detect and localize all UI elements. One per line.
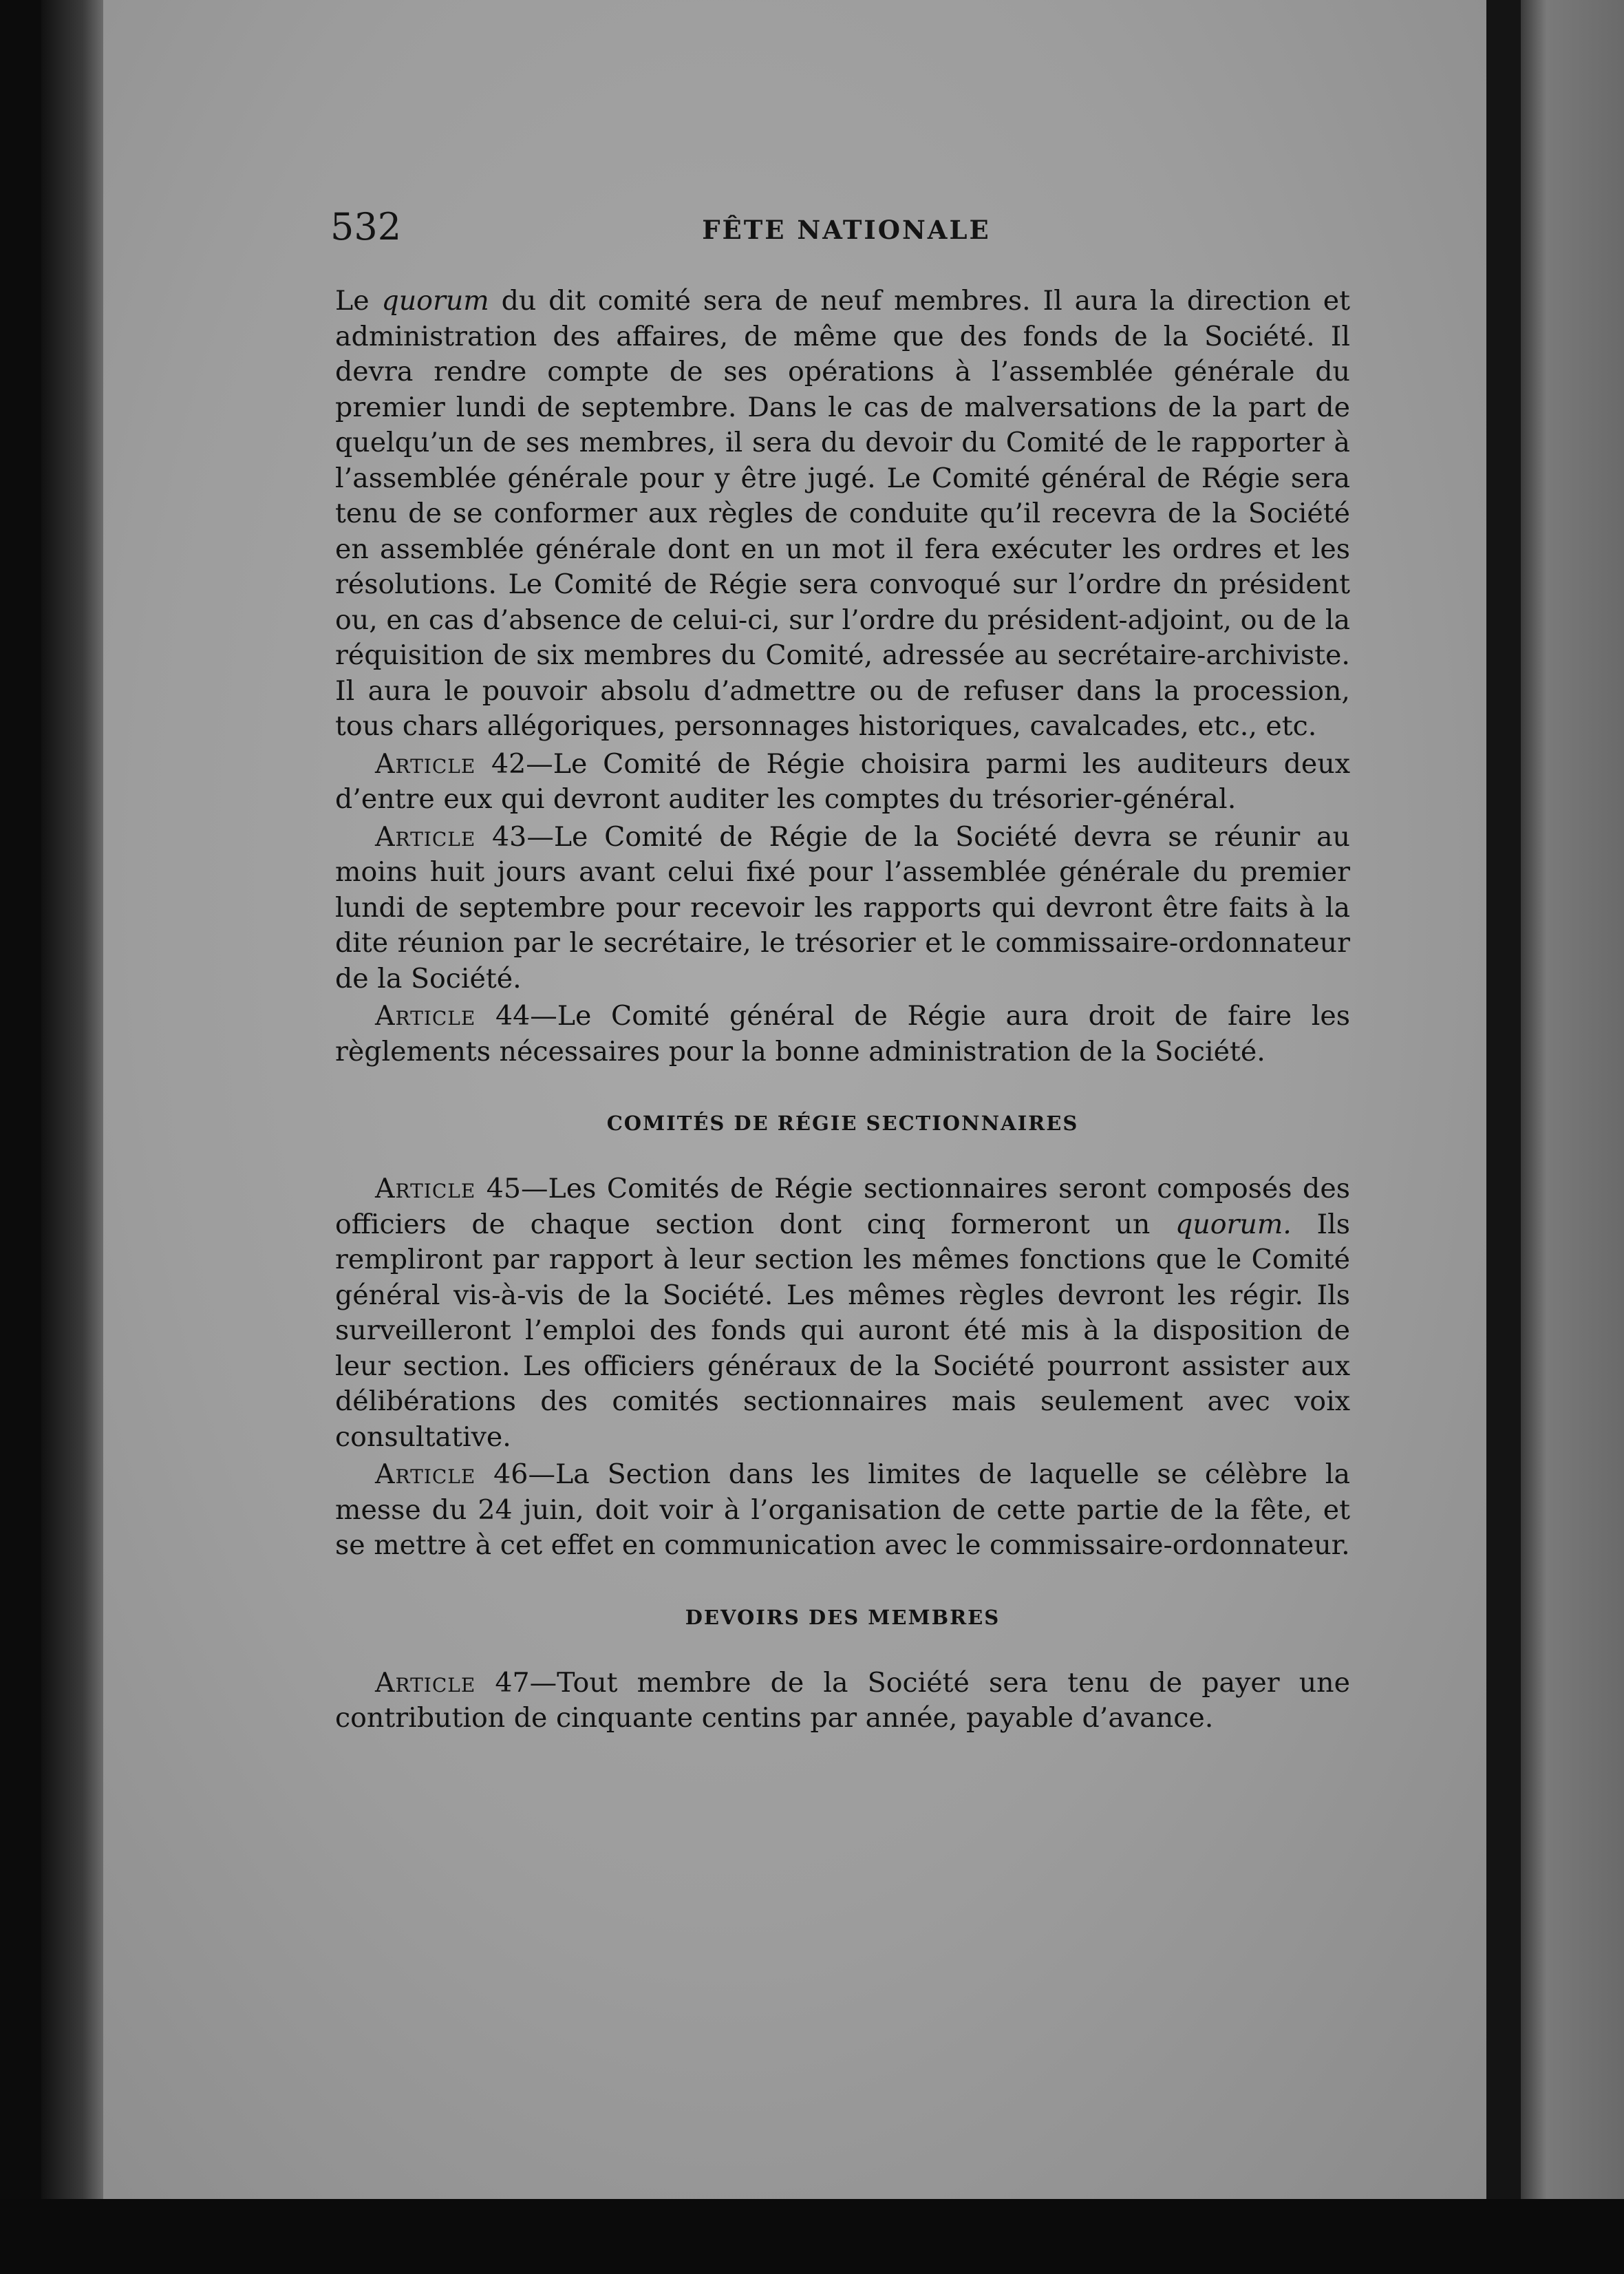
article-text: 47—Tout membre de la Société sera tenu de payer une contribution de cinquante centins par année, payable d’avance.	[335, 1666, 1350, 1734]
article-label: Article	[375, 820, 476, 853]
article-text: 44—Le Comité général de Régie aura droit de faire les règlements nécessaires pour la bonne administration de la Société.	[335, 1000, 1350, 1067]
article-label: Article	[375, 1666, 476, 1699]
section-heading-devoirs: DEVOIRS DES MEMBRES	[685, 1605, 1001, 1629]
article-46	[335, 1457, 1350, 1564]
facing-page-edge	[1521, 0, 1624, 2274]
italic-term: quorum.	[1175, 1208, 1292, 1240]
article-text: 42—Le Comité de Régie choisira parmi les auditeurs deux d’entre eux qui devront auditer les comptes du trésorier-général.	[335, 747, 1350, 815]
page-number: 532	[330, 205, 402, 248]
article-label: Article	[375, 1000, 476, 1032]
article-label: Article	[375, 1458, 476, 1490]
page-body	[335, 284, 1350, 1736]
article-text: 45—Les Comités de Régie sectionnaires seront composés des officiers de chaque section dont cinq formeront un	[335, 1173, 1350, 1240]
article-42	[335, 747, 1350, 818]
bottom-scan-edge	[0, 2199, 1624, 2274]
article-label: Article	[375, 1173, 476, 1204]
article-44	[335, 999, 1350, 1070]
article-text: 46—La Section dans les limites de laquelle se célèbre la messe du 24 juin, doit voir à l’organisation de cette partie de la fête, et se mettre à cet effet en communication avec le commissaire-ordonnateur.	[335, 1458, 1350, 1561]
text-run: Le	[335, 285, 382, 317]
running-title: FÊTE NATIONALE	[702, 215, 991, 245]
article-45	[335, 1171, 1350, 1455]
paragraph-quorum	[335, 284, 1350, 745]
section-heading-comites: COMITÉS DE RÉGIE SECTIONNAIRES	[606, 1112, 1079, 1135]
text-run: du dit comité sera de neuf membres. Il aura la direction et administration des affaires, de même que des fonds de la Société. Il devra rendre compte de ses opérations à l’assemblée générale du premier lundi de septembre. Dans le cas de malversations de la part de quelqu’un de ses membres, il sera du devoir du Comité de le rapporter à l’assemblée générale pour y être jugé. Le Comité général de Régie sera tenu de se conformer aux règles de conduite qu’il recevra de la Société en assemblée générale dont en un mot il fera exécuter les ordres et les résolutions. Le Comité de Régie sera convoqué sur l’ordre dn président ou, en cas d’absence de celui-ci, sur l’ordre du président-adjoint, ou de la réquisition de six membres du Comité, adressée au secrétaire-archiviste. Il aura le pouvoir absolu d’admettre ou de refuser dans la procession, tous chars allégoriques, personnages historiques, cavalcades, etc., etc.	[335, 285, 1350, 742]
article-text: 43—Le Comité de Régie de la Société devra se réunir au moins huit jours avant celui fixé pour l’assemblée générale du premier lundi de septembre pour recevoir les rapports qui devront être faits à la dite réunion par le secrétaire, le trésorier et le commissaire-ordonnateur de la Société.	[335, 820, 1350, 995]
binding-gutter	[1486, 0, 1521, 2274]
article-47	[335, 1666, 1350, 1736]
article-43	[335, 820, 1350, 997]
page-header	[330, 205, 1363, 260]
italic-term: quorum	[381, 285, 489, 317]
article-text: Ils rempliront par rapport à leur section les mêmes fonctions que le Comité général vis-à-vis de la Société. Les mêmes règles devront les régir. Ils surveilleront l’emploi des fonds qui auront été mis à la disposition de leur section. Les officiers généraux de la Société pourront assister aux délibérations des comités sectionnaires mais seulement avec voix consultative.	[335, 1208, 1350, 1453]
article-label: Article	[375, 747, 476, 780]
